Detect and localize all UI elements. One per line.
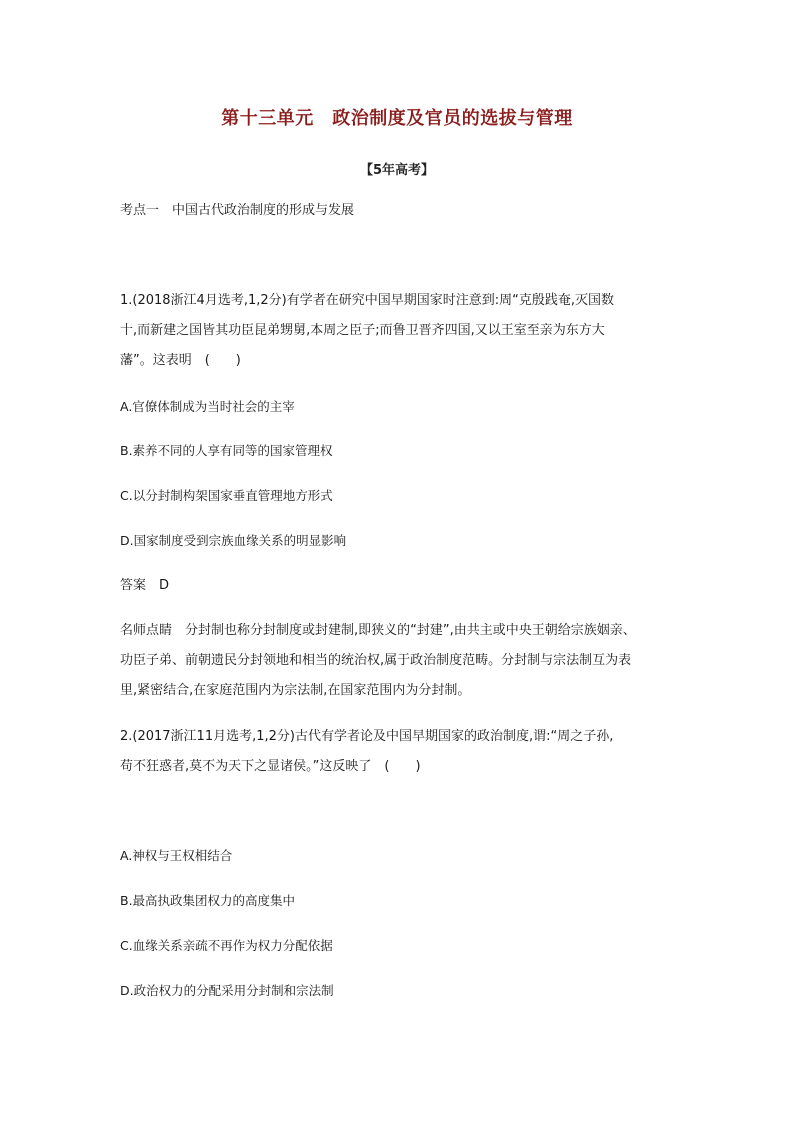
q1-comment-line-1: 名师点睛 分封制也称分封制度或封建制,即狭义的“封建”,由共主或中央王朝给宗族姻亲、 (120, 623, 636, 638)
q2-option-b: B.最高执政集团权力的高度集中 (120, 893, 296, 908)
q1-comment-line-3: 里,紧密结合,在家庭范围内为宗法制,在国家范围内为分封制。 (120, 683, 471, 698)
q1-stem-line-3: 藩”。这表明 ( ) (120, 353, 241, 368)
q2-stem-line-1: 2.(2017浙江11月选考,1,2分)古代有学者论及中国早期国家的政治制度,谓:“周之子孙, (120, 729, 614, 744)
q1-option-d: D.国家制度受到宗族血缘关系的明显影响 (120, 533, 347, 548)
q1-stem-line-1: 1.(2018浙江4月选考,1,2分)有学者在研究中国早期国家时注意到:周“克殷践奄,灭国数 (120, 293, 614, 308)
section-heading: 考点一 中国古代政治制度的形成与发展 (120, 203, 355, 218)
q2-option-d: D.政治权力的分配采用分封制和宗法制 (120, 983, 334, 998)
page-title: 第十三单元 政治制度及官员的选拔与管理 (221, 108, 573, 129)
q1-stem-line-2: 十,而新建之国皆其功臣昆弟甥舅,本周之臣子;而鲁卫晋齐四国,又以王室至亲为东方大 (120, 323, 605, 338)
q2-stem-line-2: 苟不狂惑者,莫不为天下之显诸侯。”这反映了 ( ) (120, 759, 421, 774)
page-subtitle: 【5年高考】 (359, 163, 435, 178)
q2-option-c: C.血缘关系亲疏不再作为权力分配依据 (120, 938, 333, 953)
q1-answer: 答案 D (120, 578, 170, 593)
q1-option-b: B.素养不同的人享有同等的国家管理权 (120, 443, 333, 458)
q1-option-c: C.以分封制构架国家垂直管理地方形式 (120, 488, 333, 503)
q1-option-a: A.官僚体制成为当时社会的主宰 (120, 399, 295, 414)
q1-comment-line-2: 功臣子弟、前朝遗民分封领地和相当的统治权,属于政治制度范畴。分封制与宗法制互为表 (120, 653, 632, 668)
q2-option-a: A.神权与王权相结合 (120, 848, 233, 863)
